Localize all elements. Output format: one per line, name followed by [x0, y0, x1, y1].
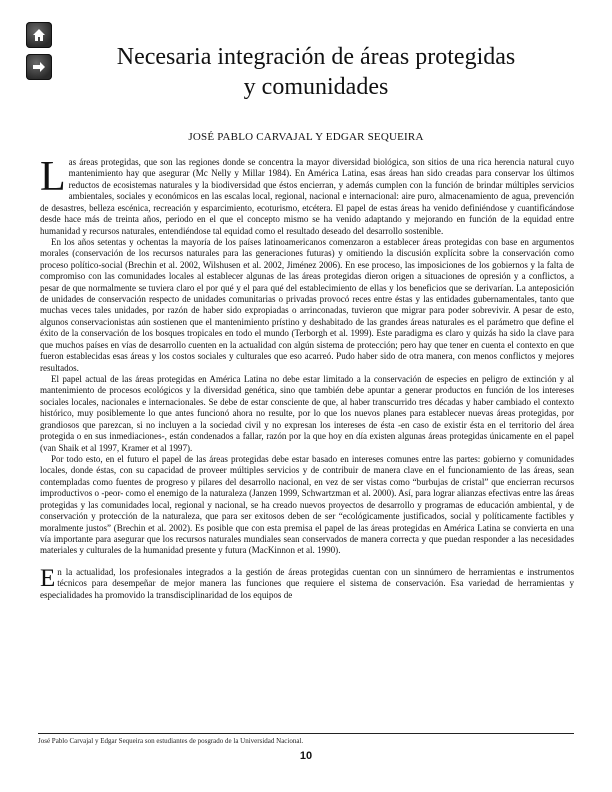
- footnote-divider: [38, 733, 574, 734]
- title-line-2: y comunidades: [243, 74, 389, 100]
- article-title: [60, 42, 572, 102]
- title-line-1: Necesaria integración de áreas protegidas: [116, 44, 516, 70]
- paragraph-1: [40, 154, 574, 237]
- paragraph-text: n la actualidad, los profesionales integrados a la gestión de áreas protegidas cuentan con un sinnúmero de herramientas e instrumentos técnicos para desempeñar de mejor manera las funciones que requiere el sistema de conservación. Esa variedad de herramientas y especialidades ha promovido la transdisciplinaridad de los equipos de: [40, 566, 574, 600]
- drop-cap: E: [40, 564, 56, 592]
- page-number: 10: [299, 750, 313, 762]
- arrow-right-icon: [31, 59, 47, 75]
- paragraph-text: as áreas protegidas, que son las regiones donde se concentra la mayor diversidad biológica, son sitios de una rica herencia natural cuyo mantenimiento hay que asegurar (Mc Nelly y Millar 1984). En América Latina, esas áreas han sido creadas para conservar los últimos reductos de ecosistemas naturales y la biodiversidad que éstos encierran, y además cumplen con la función de brindar múltiples servicios ambientales, sociales y económicos en las escalas local, regional, nacional e internacional: aire puro, almacenamiento de agua, prevención de desastres, belleza escénica, recreación y esparcimiento, ecoturismo, etcétera. El papel de estas áreas ha venido definiéndose y cuantificándose desde hace más de treinta años, periodo en el que el concepto mismo se ha venido adaptando y mejorando en función de la equidad entre humanidad y recursos naturales, entendiéndose tal equidad como el resultado deseado del desarrollo sostenible.: [40, 157, 574, 236]
- paragraph-2: En los años setentas y ochentas la mayoría de los países latinoamericanos comenzaron a establecer áreas protegidas con base en argumentos morales (conservación de los recursos naturales para las generaciones futuras) y omitiendo la discusión explícita sobre la conservación como proceso político-social (Brechin et al. 2002, Wilshusen et al. 2002, Jiménez 2006). En ese proceso, las imposiciones de los gobiernos y la falta de compromiso con las comunidades locales al establecer algunas de las áreas protegidas dieron origen a situaciones de opresión y a conflictos, a pesar de que normalmente se tuviera claro el por qué y el para qué del establecimiento de ellas y los beneficios que se derivarían. La anteposición de unidades de conservación respecto de unidades comunitarias o privadas provocó reces entre éstas y las entidades gubernamentales, tanto que muchas veces tales unidades, por razón de haber sido expropiadas o arrinconadas, tuvieron que migrar para poder sobrevivir. A pesar de esto, algunos conservacionistas aún sostienen que el mantenimiento prístino y deshabitado de las grandes áreas naturales es el parámetro que define el éxito de la conservación de los bosques tropicales en todo el mundo (Terborgh et al. 1999). Este paradigma es claro y quizás ha sido la clave para que muchos países en vías de desarrollo cuenten en la actualidad con algún sistema de protección; pero hay que tener en cuenta el contexto en que fueron establecidas esas áreas y los costos sociales y culturales que eso acarreó. Pudo haber sido de otra manera, con menos conflictos y mejores resultados.: [40, 236, 574, 373]
- paragraph-3: El papel actual de las áreas protegidas en América Latina no debe estar limitado a la conservación de especies en peligro de extinción y al mantenimiento de procesos ecológicos y la diversidad genética, sino que también debe apuntar a generar productos en función de los intereses sociales locales, nacionales e internacionales. Se debe de estar consciente de que, al haber transcurrido tres décadas y haber cambiado el contexto histórico, muy posiblemente lo que antes funcionó ahora no resulte, por lo que los nuevos planes para establecer nuevas áreas protegidas, por grandiosos que parezcan, si no incluyen a la sociedad civil y no expresan los intereses de ésta -en caso de existir ésta en el territorio del área protegida o en sus inmediaciones-, están condenados a fallar, razón por la que hoy en día existen algunas áreas protegidas únicamente en el papel (van Shaik et al 1997, Kramer et al 1997).: [40, 374, 574, 453]
- next-page-button[interactable]: [26, 54, 52, 80]
- home-icon: [31, 27, 47, 43]
- home-button[interactable]: [26, 22, 52, 48]
- paragraph-4: Por todo esto, en el futuro el papel de las áreas protegidas debe estar basado en intereses comunes entre las partes: gobierno y comunidades locales, donde éstas, con su capacidad de proveer múltiples servicios y de contribuir de manera clave en el funcionamiento de las áreas, sean contempladas como fuentes de progreso y pilares del desarrollo nacional, en vez de ser vistas como “burbujas de cristal” que encierran recursos improductivos o -peor- como el enemigo de la naturaleza (Janzen 1999, Schwartzman et al. 2000). Así, para lograr alianzas efectivas entre las áreas protegidas y las comunidades local, regional y nacional, se ha creado nuevos proyectos de desarrollo y programas de educación ambiental, y de conservación y protección de la naturaleza, que para ser exitosos deben de ser “ecológicamente justificados, social y políticamente factibles y moralmente justos” (Brechin et al. 2002). Es posible que con esta premisa el papel de las áreas protegidas en América Latina se convierta en una vía importante para asegurar que los recursos naturales mundiales sean conservados de manera correcta y que puedan responder a las necesidades materiales y culturales de la humanidad presente y futura (MacKinnon et al. 1990).: [40, 453, 574, 556]
- authors: JOSÉ PABLO CARVAJAL Y EDGAR SEQUEIRA: [188, 131, 424, 143]
- paragraph-5: [40, 564, 574, 601]
- article-body: [40, 154, 574, 601]
- drop-cap: L: [40, 154, 66, 200]
- footnote: José Pablo Carvajal y Edgar Sequeira son estudiantes de posgrado de la Universidad Nacional.: [38, 737, 304, 745]
